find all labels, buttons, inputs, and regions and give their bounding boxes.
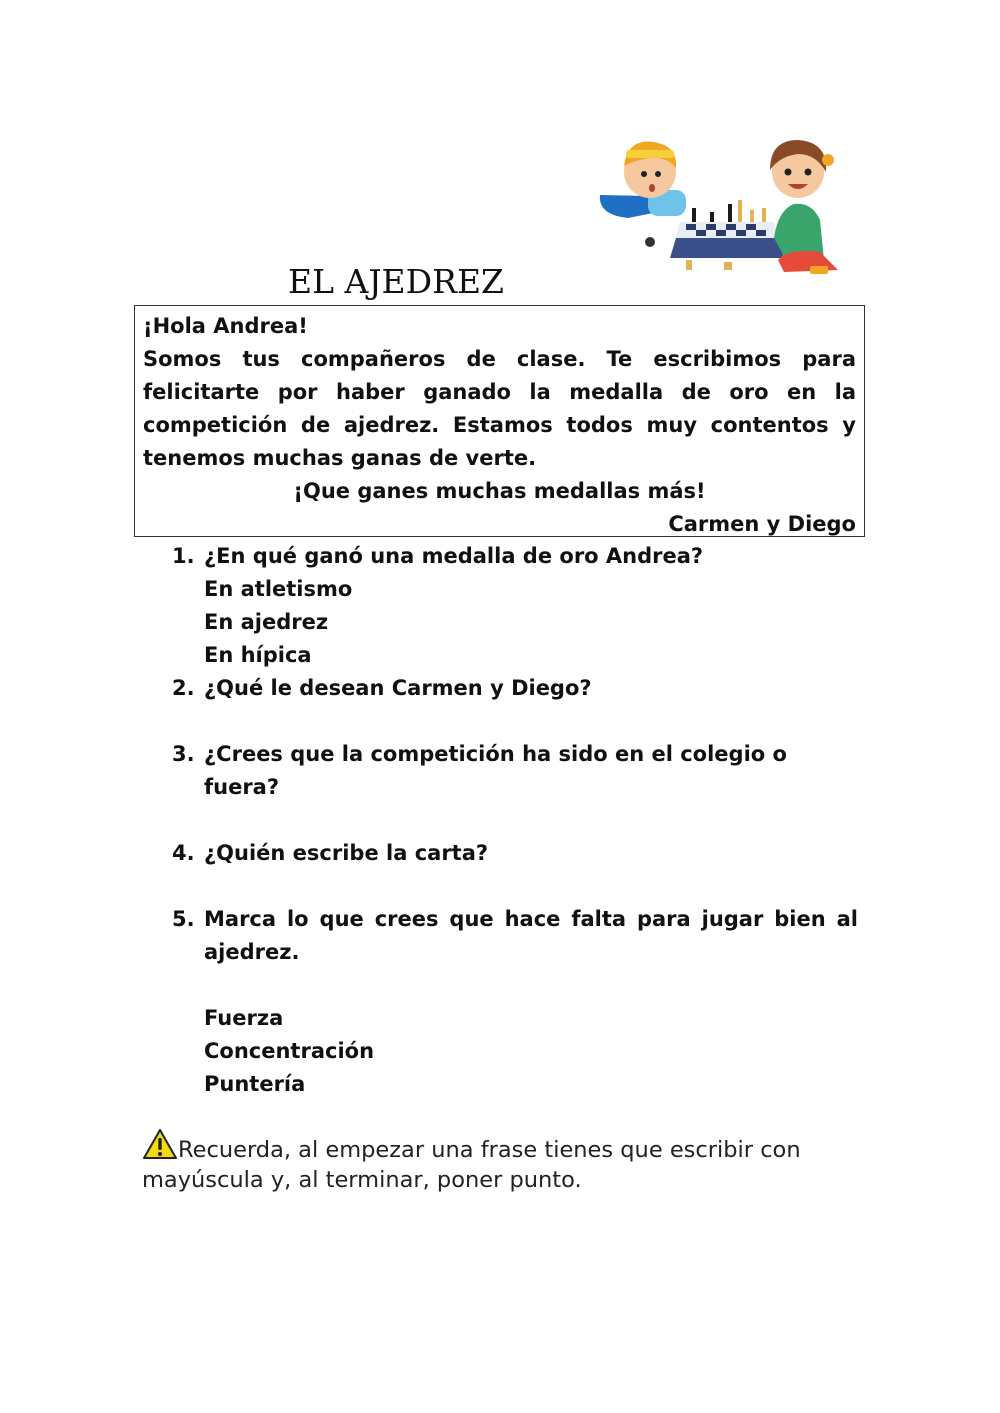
letter-line: competición de ajedrez. Estamos todos muy contentos y <box>143 413 856 437</box>
question-number: 1. <box>172 544 195 568</box>
letter-box <box>134 305 865 537</box>
warning-icon <box>142 1128 178 1160</box>
reminder-text: Recuerda, al empezar una frase tienes que escribir con mayúscula y, al terminar, poner punto. <box>142 1137 801 1193</box>
question-5 <box>172 903 858 969</box>
answer-space[interactable] <box>172 870 858 903</box>
questions-list <box>172 540 858 1101</box>
answer-space[interactable] <box>172 804 858 837</box>
question-number: 2. <box>172 676 195 700</box>
answer-space[interactable] <box>172 705 858 738</box>
question-2 <box>172 672 858 705</box>
question-3 <box>172 738 858 804</box>
letter-line: felicitarte por haber ganado la medalla de oro en la <box>143 380 856 404</box>
answer-option[interactable]: Fuerza <box>204 1006 284 1030</box>
question-number: 3. <box>172 742 195 766</box>
question-4 <box>172 837 858 870</box>
answer-option[interactable]: En atletismo <box>204 577 353 601</box>
question-text: ¿En qué ganó una medalla de oro Andrea? <box>204 544 704 568</box>
question-number: 5. <box>172 907 195 931</box>
reminder-note <box>142 1128 862 1195</box>
question-number: 4. <box>172 841 195 865</box>
question-1 <box>172 540 858 573</box>
answer-option[interactable]: En ajedrez <box>204 610 329 634</box>
question-text: ¿Qué le desean Carmen y Diego? <box>204 676 592 700</box>
children-playing-chess-illustration <box>588 120 860 292</box>
answer-option[interactable]: Concentración <box>204 1039 375 1063</box>
page-title: EL AJEDREZ <box>288 262 504 301</box>
answer-option[interactable]: Puntería <box>204 1072 306 1096</box>
letter-greeting: ¡Hola Andrea! <box>143 314 308 338</box>
letter-signature: Carmen y Diego <box>668 512 856 536</box>
spacer <box>172 969 858 1002</box>
question-text: Marca lo que crees que hace falta para jugar bien al ajedrez. <box>204 907 858 964</box>
letter-wish: ¡Que ganes muchas medallas más! <box>293 479 706 503</box>
answer-option[interactable]: En hípica <box>204 643 312 667</box>
letter-line: Somos tus compañeros de clase. Te escribimos para <box>143 347 856 371</box>
letter-line: tenemos muchas ganas de verte. <box>143 446 537 470</box>
question-text: ¿Crees que la competición ha sido en el colegio o fuera? <box>204 742 787 799</box>
question-text: ¿Quién escribe la carta? <box>204 841 489 865</box>
